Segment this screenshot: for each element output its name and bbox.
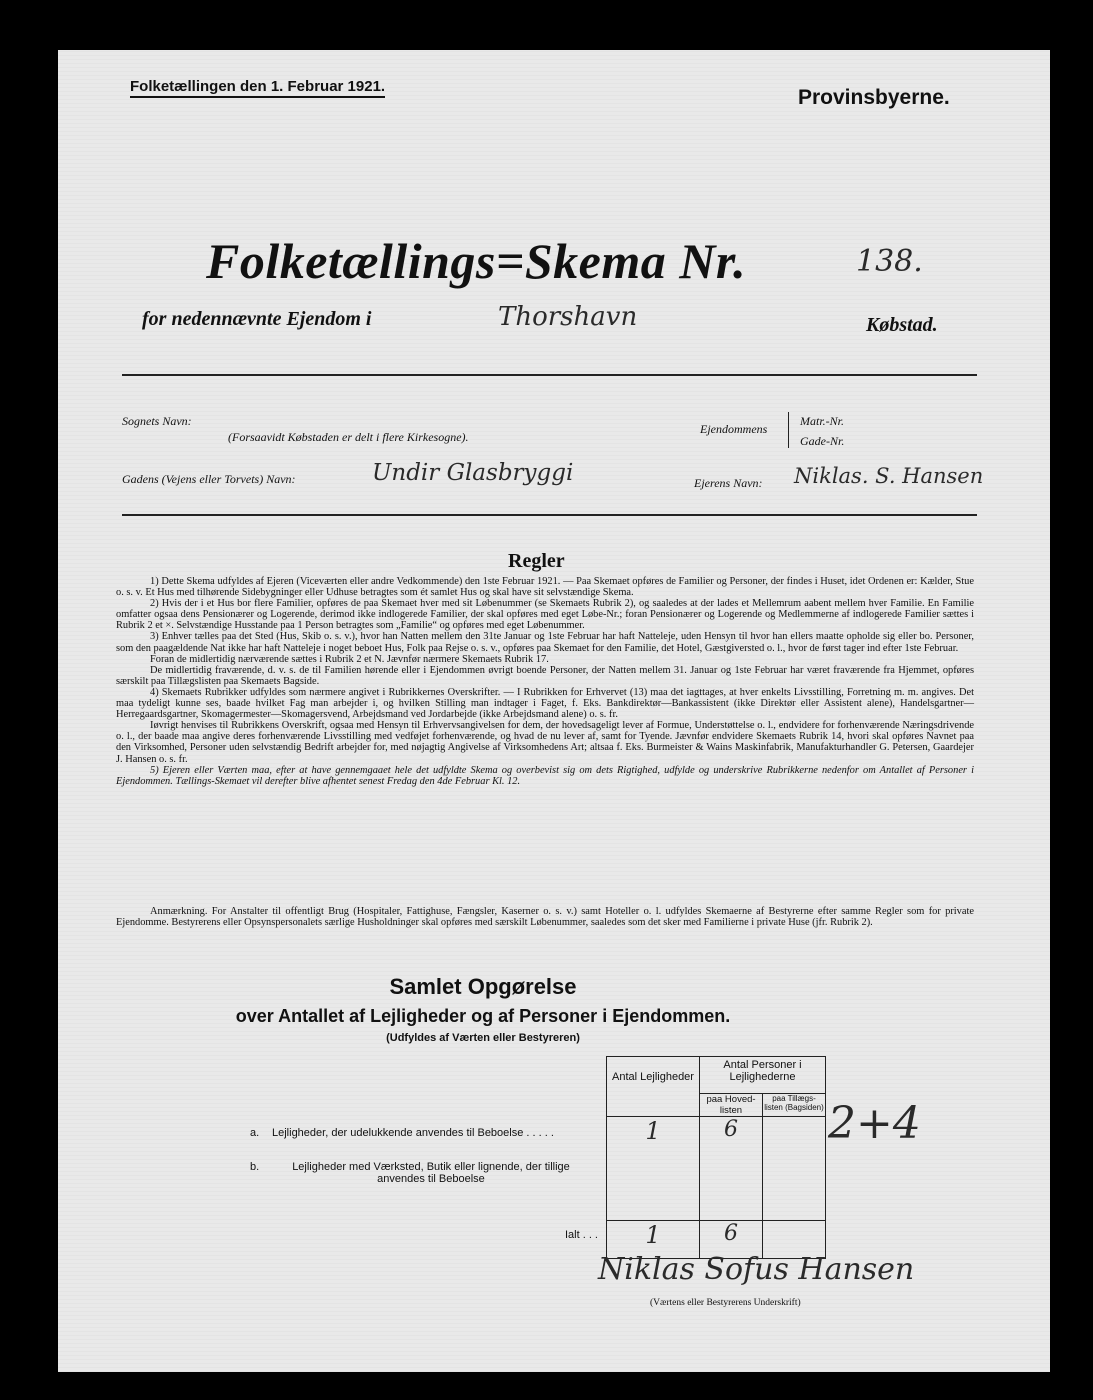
census-form-page [58,50,1050,1372]
property-brace [788,412,795,448]
property-suffix: Købstad. [866,314,938,336]
rules-text [116,576,974,787]
row-a-main: 6 [700,1117,763,1157]
total-main: 6 [700,1221,763,1259]
rules-title: Regler [508,550,565,572]
rule-paragraph: De midlertidig fraværende, d. v. s. de til Familien hørende eller i Ejendommen øvrigt boende Personer, der Natten mellem 31. Januar og 1ste Februar har været fraværende fra Hjemmet, opføres særskilt paa Tillægslisten paa Skemaets Bagside. [116,664,974,687]
col-apartments: Antal Lejligheder [607,1057,700,1117]
margin-handwritten-note: 2+4 [828,1098,921,1149]
summary-table [250,1056,826,1259]
form-number-handwritten: 138. [856,244,923,279]
total-apartments: 1 [607,1221,700,1259]
parish-note: (Forsaavidt Købstaden er delt i flere Kirkesogne). [228,430,469,444]
summary-subtitle: over Antallet af Lejligheder og af Personer i Ejendommen. [235,1006,731,1026]
row-b-letter: b. [250,1160,260,1173]
row-a-letter: a. [250,1126,260,1139]
property-label: Ejendommens [700,422,768,436]
summary-title: Samlet Opgørelse [389,974,577,999]
row-a-label-cell: a. Lejligheder, der udelukkende anvendes til Beboelse . . . . . [250,1117,607,1157]
street-label: Gadens (Vejens eller Torvets) Navn: [122,472,296,486]
rules-note [116,906,974,928]
property-prefix: for nedennævnte Ejendom i [142,308,372,330]
summary-note: (Udfyldes af Værten eller Bestyreren) [386,1032,580,1044]
divider-bottom [122,514,977,516]
summary-label-head [250,1057,607,1117]
matr-label: Matr.-Nr. [800,414,845,428]
rule-paragraph: 3) Enhver tælles paa det Sted (Hus, Skib o. s. v.), hvor han Natten mellem den 31te Januar og 1ste Februar har haft Natteleje, uden Hensyn til hvor han ellers maatte opholde sig eller bo. Personer, som den paagældende Nat ikke har haft Natteleje i noget beboet Hus, Folk paa Rejse o. s. v., opføres paa Skemaet for den Familie, det Hotel, Gæstgiversted o. l., hvor de først tager ind efter 1ste Februar. [116,631,974,654]
rule-paragraph: Foran de midlertidig nærværende sættes i Rubrik 2 et N. Jævnfør nærmere Skemaets Rubrik 17. [150,653,549,665]
region-header: Provinsbyerne. [798,86,950,109]
total-label: Ialt [564,1228,580,1241]
census-header: Folketællingen den 1. Februar 1921. [130,78,385,98]
form-title: Folketællings=Skema Nr. [206,233,747,289]
table-row [250,1157,826,1221]
row-a-apartments: 1 [607,1117,700,1157]
row-b-label-cell [250,1157,607,1221]
note-paragraph: Anmærkning. For Anstalter til offentligt Brug (Hospitaler, Fattighuse, Fængsler, Kaserner o. s. v.) samt Hoteller o. l. udfyldes Skemaerne af Bestyrerne efter samme Regler som for private Ejendomme. Bestyrerens eller Opsynspersonalets særlige Husholdninger skal opføres med særskilt Løbenummer, saaledes som det sker med Familierne i private Huse (jfr. Rubrik 2). [116,906,974,929]
total-label-cell: Ialt . . . [250,1221,607,1259]
rule-paragraph: 5) Ejeren eller Værten maa, efter at have gennemgaaet hele det udfyldte Skema og overbevist sig om dets Rigtighed, udfylde og underskrive Rubrikkerne nedenfor om Antallet af Personer i Ejendommen. Tællings-Skemaet vil derefter blive afhentet senest Fredag den 4de Februar Kl. 12. [116,764,974,787]
row-b-label: Lejligheder med Værksted, Butik eller lignende, der tillige anvendes til Beboelse [292,1160,570,1185]
row-a-label: Lejligheder, der udelukkende anvendes til Beboelse [272,1126,524,1139]
town-handwritten: Thorshavn [498,302,638,332]
gade-label: Gade-Nr. [800,434,845,448]
rule-paragraph: Iøvrigt henvises til Rubrikkens Overskrift, ogsaa med Hensyn til Erhvervsangivelsen for dem, der hovedsageligt lever af Formue, Understøttelse o. l., endvidere for forhenværende Næringsdrivende o. l., der baade maa angive deres forhenværende Livsstilling med vedføjet forhenværende, og hvad de nu lever af, samt for Tyende. Jævnfør endvidere Skemaets Rubrik 14, hvori skal opføres Navnet paa den Virksomhed, Personer uden selvstændig Bedrift arbejder for, med nøjagtig Angivelse af Virksomhedens Art; altsaa f. Eks. Burmeister & Wains Maskinfabrik, Manufakturhandler G. Petersen, Gaardejer J. Hansen o. s. fr. [116,720,974,765]
row-b-main [700,1157,763,1221]
rule-paragraph: 2) Hvis der i et Hus bor flere Familier, opføres de paa Skemaet hver med sit Løbenummer (se Skemaets Rubrik 2), og saaledes at der lades et Mellemrum aabent mellem hver Familie. En Familie omfatter ogsaa dens Pensionærer og Logerende, derimod ikke indlogerede Familier, der skal opføres med eget Løbe-Nr.; foran Pensionærer og Logerende og Medlemmerne af indlogerede Familier sættes i Rubrik 2 et ×. Selvstændige Husstande paa 1 Person betragtes som „Familie“ og opføres med eget Løbenummer. [116,598,974,632]
parish-label: Sognets Navn: [122,414,192,428]
rule-paragraph: 1) Dette Skema udfyldes af Ejeren (Viceværten eller andre Vedkommende) den 1ste Februar 1921. — Paa Skemaet opføres de Familier og Personer, der findes i Huset, idet Ordenen er: Kælder, Stue o. s. v. Et Hus med tilhørende Sidebygninger eller Udhuse betragtes som ét samlet Hus og skal have sit selvstændige Skema. [116,576,974,599]
row-b-extra [763,1157,826,1221]
divider-top [122,374,977,376]
row-a-extra [763,1117,826,1157]
owner-label: Ejerens Navn: [694,476,763,490]
table-row [250,1117,826,1157]
col-persons: Antal Personer i Lejlighederne [700,1057,826,1094]
col-extra-list: paa Tillægs-listen (Bagsiden) [763,1094,826,1117]
col-main-list: paa Hoved-listen [700,1094,763,1117]
owner-handwritten: Niklas. S. Hansen [794,464,984,488]
street-handwritten: Undir Glasbryggi [372,460,574,486]
rule-paragraph: 4) Skemaets Rubrikker udfyldes som nærmere angivet i Rubrikkernes Overskrifter. — I Rubrikken for Erhvervet (13) maa det iagttages, at hver enkelts Livsstilling, Forretning m. m. angives. Det maa tydeligt kunne ses, baade hvilket Fag man arbejder i, og hvilken Stilling man indtager i Faget, f. Eks. Bankdirektør—Bankassistent (ikke Direktør eller Assistent alene), Handelsgartner—Herregaardsgartner, Skomagermester—Skomagersvend, Arbejdsmand ved Jordarbejde (ikke Arbejdsmand alene) o. s. fr. [116,686,974,721]
signature-caption: (Værtens eller Bestyrerens Underskrift) [650,1298,801,1308]
row-b-apartments [607,1157,700,1221]
signature-handwritten: Niklas Sofus Hansen [598,1252,915,1287]
